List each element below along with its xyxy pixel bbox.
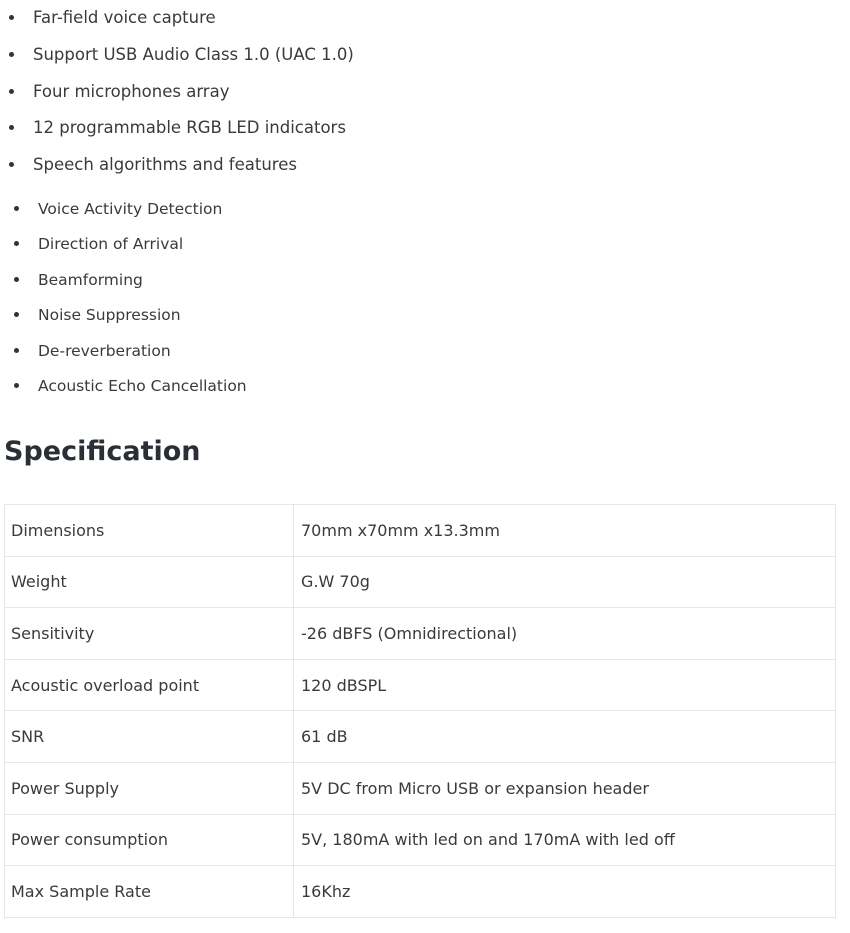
table-row	[5, 608, 836, 660]
bullet-icon	[9, 89, 14, 94]
spec-label: Weight	[5, 556, 294, 608]
spec-value: 5V DC from Micro USB or expansion header	[294, 762, 836, 814]
section-heading: Specification	[4, 436, 201, 467]
specification-table	[4, 504, 836, 918]
table-row	[5, 659, 836, 711]
spec-value: 61 dB	[294, 711, 836, 763]
spec-value: -26 dBFS (Omnidirectional)	[294, 608, 836, 660]
speech-feature-text: Voice Activity Detection	[38, 200, 223, 218]
bullet-icon	[14, 206, 19, 211]
bullet-icon	[9, 15, 14, 20]
bullet-icon	[9, 52, 14, 57]
spec-label: SNR	[5, 711, 294, 763]
speech-feature-text: Direction of Arrival	[38, 235, 184, 254]
list-item	[0, 234, 850, 254]
speech-feature-text: Beamforming	[38, 270, 143, 289]
speech-feature-text: De-reverberation	[38, 341, 171, 360]
speech-feature-text: Acoustic Echo Cancellation	[38, 376, 247, 395]
table-row	[5, 762, 836, 814]
list-item	[0, 118, 850, 138]
table-row	[5, 711, 836, 763]
bullet-icon	[14, 277, 19, 282]
feature-list	[0, 8, 850, 192]
bullet-icon	[14, 383, 19, 388]
list-item	[0, 341, 850, 361]
feature-text: 12 programmable RGB LED indicators	[33, 118, 346, 138]
table-row	[5, 556, 836, 608]
spec-label: Acoustic overload point	[5, 659, 294, 711]
spec-label: Sensitivity	[5, 608, 294, 660]
feature-text: Support USB Audio Class 1.0 (UAC 1.0)	[33, 44, 354, 64]
spec-value: 120 dBSPL	[294, 659, 836, 711]
speech-feature-text: Noise Suppression	[38, 306, 181, 325]
spec-value: 70mm x70mm x13.3mm	[294, 505, 836, 557]
spec-label: Dimensions	[5, 505, 294, 557]
list-item	[0, 199, 850, 219]
list-item	[0, 82, 850, 102]
feature-text: Speech algorithms and features	[33, 155, 297, 175]
spec-value: 16Khz	[294, 866, 836, 918]
bullet-icon	[9, 125, 14, 130]
list-item	[0, 305, 850, 325]
table-row	[5, 814, 836, 866]
bullet-icon	[9, 162, 14, 167]
spec-value: 5V, 180mA with led on and 170mA with led off	[294, 814, 836, 866]
list-item	[0, 270, 850, 290]
speech-feature-list	[0, 199, 850, 411]
list-item	[0, 155, 850, 175]
bullet-icon	[14, 312, 19, 317]
table-row	[5, 505, 836, 557]
feature-text: Four microphones array	[33, 81, 230, 101]
feature-text: Far-field voice capture	[33, 8, 216, 27]
spec-label: Power consumption	[5, 814, 294, 866]
bullet-icon	[14, 348, 19, 353]
spec-label: Max Sample Rate	[5, 866, 294, 918]
table-row	[5, 866, 836, 918]
spec-value: G.W 70g	[294, 556, 836, 608]
list-item	[0, 45, 850, 65]
bullet-icon	[14, 241, 19, 246]
list-item	[0, 8, 850, 28]
spec-label: Power Supply	[5, 762, 294, 814]
list-item	[0, 376, 850, 396]
